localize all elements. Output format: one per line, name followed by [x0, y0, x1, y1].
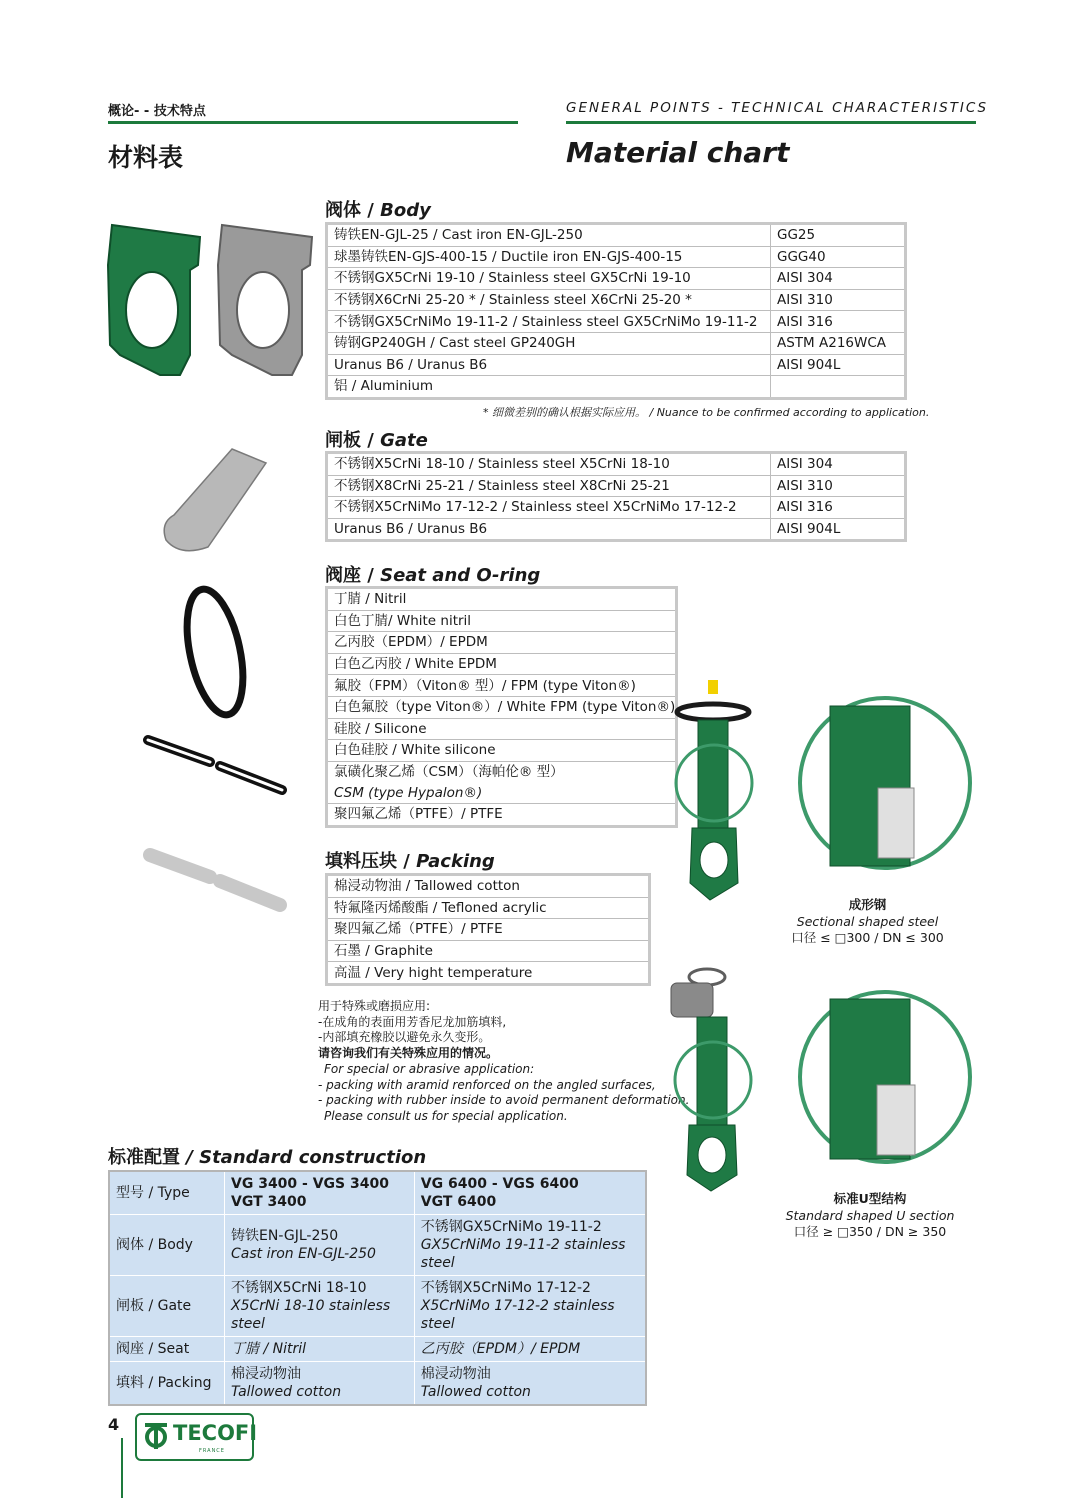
tecofi-logo-icon — [143, 1421, 169, 1451]
table-row — [327, 740, 677, 762]
packing-material-table — [325, 873, 651, 986]
std-row-seat: 阀座 / Seat 丁腈 / Nitril 乙丙胶（EPDM）/ EPDM — [109, 1337, 646, 1362]
material-cell: 球墨铸铁EN-GJS-400-15 / Ductile iron EN-GJS-400-15 — [327, 246, 771, 268]
table-row — [327, 246, 906, 268]
table-row — [327, 518, 906, 541]
table-row — [327, 940, 650, 962]
header-rule-left — [108, 121, 518, 124]
table-row — [327, 962, 650, 985]
std-row-gate: 闸板 / Gate 不锈钢X5CrNi 18-10 X5CrNi 18-10 stainless steel 不锈钢X5CrNiMo 17-12-2 X5CrNiMo 17-12-2 stainless steel — [109, 1276, 646, 1337]
packing-section-title: 填料压块 / Packing — [325, 851, 495, 872]
seat-material-table — [325, 586, 678, 828]
table-row — [327, 289, 906, 311]
material-cell: 石墨 / Graphite — [327, 940, 650, 962]
table-row — [327, 224, 906, 247]
material-cell: 不锈钢X5CrNi 18-10 / Stainless steel X5CrNi 18-10 — [327, 453, 771, 476]
std-row-body: 阀体 / Body 铸铁EN-GJL-250 Cast iron EN-GJL-250 不锈钢GX5CrNiMo 19-11-2 GX5CrNiMo 19-11-2 stainless steel — [109, 1215, 646, 1276]
section-label-cn: 概论- - 技术特点 — [108, 104, 206, 119]
material-cell: 氯磺化聚乙烯（CSM）（海帕伦® 型） — [334, 764, 564, 781]
valve-body-grey — [218, 225, 312, 375]
table-row — [327, 803, 677, 826]
oring-strip-illustration — [140, 728, 290, 803]
material-cell: 不锈钢GX5CrNiMo 19-11-2 / Stainless steel GX5CrNiMo 19-11-2 — [327, 311, 771, 333]
body-material-table — [325, 222, 907, 400]
standard-cell: AISI 316 — [771, 497, 906, 519]
material-cell: 乙丙胶（EPDM）/ EPDM — [327, 632, 677, 654]
material-cell: 丁腈 / Nitril — [327, 588, 677, 611]
body-note: * 细微差别的确认根据实际应用。 / Nuance to be confirmed according to application. — [483, 406, 930, 419]
material-cell: 白色硅胶 / White silicone — [327, 740, 677, 762]
table-row — [327, 675, 677, 697]
table-row — [327, 696, 677, 718]
material-cell: 聚四氟乙烯（PTFE）/ PTFE — [327, 919, 650, 941]
material-cell: 不锈钢X5CrNiMo 17-12-2 / Stainless steel X5CrNiMo 17-12-2 — [327, 497, 771, 519]
standard-section-title: 标准配置 / Standard construction — [108, 1147, 427, 1168]
valve-body-green — [108, 225, 200, 375]
table-row — [327, 761, 677, 782]
standard-cell: ASTM A216WCA — [771, 332, 906, 354]
material-cell: Uranus B6 / Uranus B6 — [327, 354, 771, 376]
packing-strip-illustration — [140, 843, 290, 918]
table-row — [327, 311, 906, 333]
table-row — [327, 897, 650, 919]
material-cell: 棉浸动物油 / Tallowed cotton — [327, 875, 650, 898]
table-row — [327, 919, 650, 941]
table-row — [327, 610, 677, 632]
table-row — [327, 354, 906, 376]
footer-vertical-rule — [121, 1438, 123, 1498]
material-cell: 高温 / Very hight temperature — [327, 962, 650, 985]
header-rule-right — [566, 121, 976, 124]
valve-sectional-illustration — [670, 678, 980, 903]
special-note-cn: 用于特殊或磨损应用: -在成角的表面用芳香尼龙加筋填料, -内部填充橡胶以避免永久变形。 请咨询我们有关特殊应用的情况。 — [318, 999, 507, 1060]
table-row — [327, 376, 906, 399]
material-cell: 硅胶 / Silicone — [327, 718, 677, 740]
std-row-packing: 填料 / Packing 棉浸动物油 Tallowed cotton 棉浸动物油 Tallowed cotton — [109, 1362, 646, 1406]
std-type-b: VG 6400 - VGS 6400 VGT 6400 — [414, 1171, 646, 1215]
material-cell: 氟胶（FPM）（Viton® 型）/ FPM (type Viton®) — [327, 675, 677, 697]
table-row — [327, 268, 906, 290]
caption-u-section: 标准U型结构 Standard shaped U section 口径 ≥ □350 / DN ≥ 350 — [785, 1191, 955, 1239]
material-cell: 聚四氟乙烯（PTFE）/ PTFE — [327, 803, 677, 826]
material-cell: CSM (type Hypalon®) — [327, 782, 677, 803]
std-row-type — [109, 1171, 646, 1215]
table-row — [327, 332, 906, 354]
page-title-cn: 材料表 — [108, 143, 184, 172]
standard-construction-table — [108, 1170, 647, 1406]
standard-cell: AISI 304 — [771, 268, 906, 290]
table-row — [327, 718, 677, 740]
table-row — [327, 475, 906, 497]
handwheel-cap-icon — [708, 680, 718, 694]
material-cell: 特氟隆丙烯酸酯 / Tefloned acrylic — [327, 897, 650, 919]
gate-illustration — [160, 445, 270, 555]
special-note-en: For special or abrasive application: - packing with aramid renforced on the angled surfaces, - packing with rubber inside to avoid permanent deformation. Please consult us for special application. — [318, 1062, 690, 1123]
body-section-title: 阀体 / Body — [325, 200, 431, 221]
standard-cell: AISI 310 — [771, 289, 906, 311]
tecofi-logo: TECOFI FRANCE — [135, 1413, 254, 1461]
valve-body-illustration — [100, 215, 320, 390]
std-type-a: VG 3400 - VGS 3400 VGT 3400 — [225, 1171, 415, 1215]
standard-cell: AISI 316 — [771, 311, 906, 333]
gate-section-title: 闸板 / Gate — [325, 430, 428, 451]
page-number: 4 — [108, 1415, 120, 1434]
caption-sectional: 成形钢 Sectional shaped steel 口径 ≤ □300 / DN ≤ 300 — [791, 897, 944, 945]
material-cell: 铸铁EN-GJL-25 / Cast iron EN-GJL-250 — [327, 224, 771, 247]
seat-section-title: 阀座 / Seat and O-ring — [325, 565, 541, 586]
table-row — [327, 782, 677, 803]
table-row — [327, 497, 906, 519]
material-cell: 铸钢GP240GH / Cast steel GP240GH — [327, 332, 771, 354]
table-row — [327, 453, 906, 476]
material-cell: Uranus B6 / Uranus B6 — [327, 518, 771, 541]
material-cell: 不锈钢X8CrNi 25-21 / Stainless steel X8CrNi 25-21 — [327, 475, 771, 497]
material-cell: 不锈钢X6CrNi 25-20 * / Stainless steel X6CrNi 25-20 * — [327, 289, 771, 311]
page-title-en: Material chart — [566, 136, 790, 169]
standard-cell — [771, 376, 906, 399]
material-cell: 不锈钢GX5CrNi 19-10 / Stainless steel GX5CrNi 19-10 — [327, 268, 771, 290]
std-key: 型号 / Type — [109, 1171, 225, 1215]
material-cell: 白色乙丙胶 / White EPDM — [327, 653, 677, 675]
table-row — [327, 875, 650, 898]
seat-ring-illustration — [178, 580, 253, 725]
standard-cell: GG25 — [771, 224, 906, 247]
standard-cell: GGG40 — [771, 246, 906, 268]
standard-cell: AISI 310 — [771, 475, 906, 497]
table-row — [327, 588, 677, 611]
gate-material-table — [325, 451, 907, 542]
table-row — [327, 632, 677, 654]
standard-cell: AISI 304 — [771, 453, 906, 476]
table-row — [327, 653, 677, 675]
standard-cell: AISI 904L — [771, 518, 906, 541]
section-label-en: GENERAL POINTS - TECHNICAL CHARACTERISTICS — [566, 100, 989, 116]
material-cell: 白色氟胶（type Viton®）/ White FPM (type Viton®) — [327, 696, 677, 718]
standard-cell: AISI 904L — [771, 354, 906, 376]
valve-u-section-illustration — [665, 965, 980, 1195]
gearbox-icon — [671, 983, 713, 1017]
material-cell: 铝 / Aluminium — [327, 376, 771, 399]
handwheel-icon — [677, 704, 749, 720]
material-cell: 白色丁腈/ White nitril — [327, 610, 677, 632]
